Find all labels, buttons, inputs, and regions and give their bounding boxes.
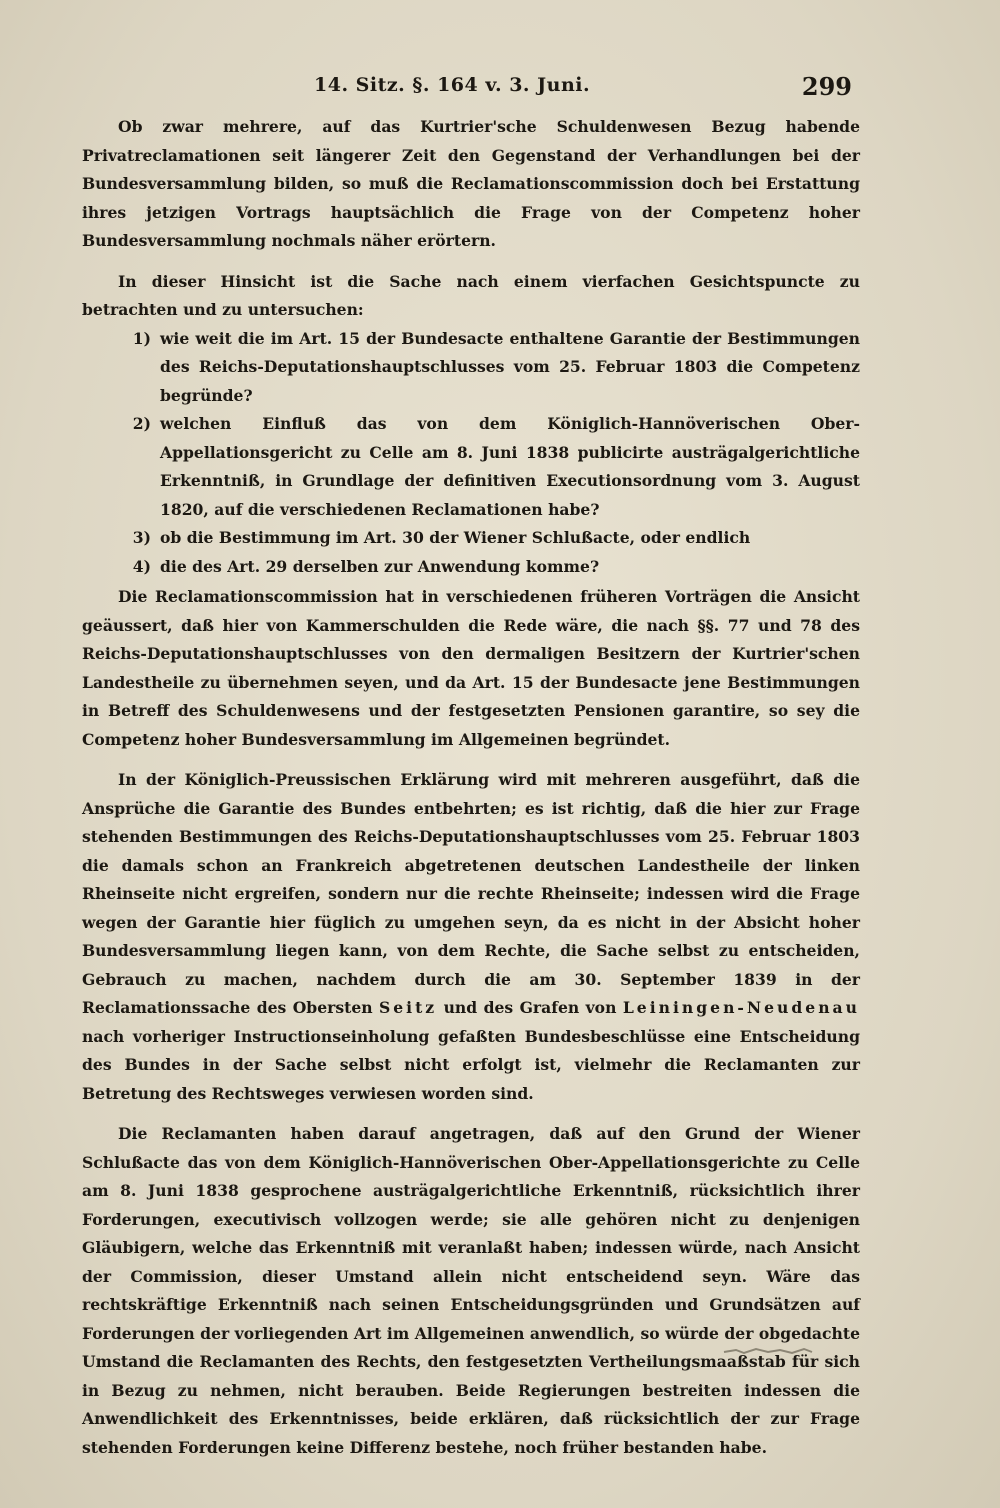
list-item-text: die des Art. 29 derselben zur Anwendung komme? xyxy=(160,556,600,576)
paragraph-4-text-a: In der Königlich-Preussischen Erklärung wird mit mehreren ausgeführt, daß die Ansprüche die Garantie des Bundes entbehrten; es ist richtig, daß die hier zur Frage stehenden Bestimmungen des Reichs-Deputationshauptschlusses vom 25. Februar 1803 die damals schon an Frankreich abgetretenen deutschen Landestheile der linken Rheinseite nicht ergreifen, sondern nur die rechte Rheinseite; indessen wird die Frage wegen der Garantie hier füglich zu umgehen seyn, da es nicht in der Absicht hoher Bundesversammlung liegen kann, von dem Rechte, die Sache selbst zu entscheiden, Gebrauch zu machen, nachdem durch die am 30. September 1839 in der Reclamationssache des Obersten xyxy=(82,770,860,1017)
list-item xyxy=(82,410,860,524)
body-text xyxy=(82,113,860,1474)
list-item-text: wie weit die im Art. 15 der Bundesacte enthaltene Garantie der Bestimmungen des Reichs-Deputationshauptschlusses vom 25. Februar 1803 die Competenz begründe? xyxy=(160,328,860,405)
list-item-number: 2) xyxy=(132,414,151,433)
list-item-text: welchen Einfluß das von dem Königlich-Hannöverischen Ober-Appellationsgericht zu Celle am 8. Juni 1838 publicirte austrägalgerichtliche Erkenntniß, in Grundlage der definitiven Executionsordnung vom 3. August 1820, auf die verschiedenen Reclamationen habe? xyxy=(160,414,860,519)
paragraph-1: Ob zwar mehrere, auf das Kurtrier'sche Schuldenwesen Bezug habende Privatreclamationen seit längerer Zeit den Gegenstand der Verhandlungen bei der Bundesversammlung bilden, so muß die Reclamationscommission doch bei Erstattung ihres jetzigen Vortrags hauptsächlich die Frage von der Competenz hoher Bundesversammlung nochmals näher erörtern. xyxy=(82,117,860,250)
paragraph-4 xyxy=(82,766,860,1108)
running-head: 14. Sitz. §. 164 v. 3. Juni. xyxy=(314,74,591,96)
list-item xyxy=(82,524,860,553)
person-name-seitz: Seitz xyxy=(379,998,438,1017)
ink-smudge-mark xyxy=(722,1346,814,1356)
page-number: 299 xyxy=(801,72,852,101)
person-name-leiningen: Leiningen-Neudenau xyxy=(622,998,861,1017)
list-item-number: 3) xyxy=(132,528,151,547)
page-header xyxy=(82,74,852,104)
list-item xyxy=(82,553,860,582)
paragraph-5: Die Reclamanten haben darauf angetragen, daß auf den Grund der Wiener Schlußacte das von dem Königlich-Hannöverischen Ober-Appellationsgerichte zu Celle am 8. Juni 1838 gesprochene austrägalgerichtliche Erkenntniß, rücksichtlich ihrer Forderungen, executivisch vollzogen werde; sie alle gehören nicht zu denjenigen Gläubigern, welche das Erkenntniß mit veranlaßt haben; indessen würde, nach Ansicht der Commission, dieser Umstand allein nicht entscheidend seyn. Wäre das rechtskräftige Erkenntniß nach seinen Entscheidungsgründen und Grundsätzen auf Forderungen der vorliegenden Art im Allgemeinen anwendlich, so würde der obgedachte Umstand die Reclamanten des Rechts, den festgesetzten Vertheilungsmaaßstab für sich in Bezug zu nehmen, nicht berauben. Beide Regierungen bestreiten indessen die Anwendlichkeit des Erkenntnisses, beide erklären, daß rücksichtlich der zur Frage stehenden Forderungen keine Differenz bestehe, noch früher bestanden habe. xyxy=(82,1124,860,1457)
paragraph-3: Die Reclamationscommission hat in verschiedenen früheren Vorträgen die Ansicht geäussert, daß hier von Kammerschulden die Rede wäre, die nach §§. 77 und 78 des Reichs-Deputationshauptschlusses von den dermaligen Besitzern der Kurtrier'schen Landestheile zu übernehmen seyen, und da Art. 15 der Bundesacte jene Bestimmungen in Betreff des Schuldenwesens und der festgesetzten Pensionen garantire, so sey die Competenz hoher Bundesversammlung im Allgemeinen begründet. xyxy=(82,587,860,749)
question-list xyxy=(82,325,860,582)
list-item-number: 4) xyxy=(132,556,151,576)
list-item xyxy=(82,325,860,411)
paragraph-4-text-b: und des Grafen von xyxy=(443,998,617,1017)
list-item-number: 1) xyxy=(132,328,151,348)
paragraph-4-text-c: nach vorheriger Instructionseinholung gefaßten Bundesbeschlüsse eine Entscheidung des Bundes in der Sache selbst nicht erfolgt ist, vielmehr die Reclamanten zur Betretung des Rechtsweges verwiesen worden sind. xyxy=(82,1026,860,1103)
list-item-text: ob die Bestimmung im Art. 30 der Wiener Schlußacte, oder endlich xyxy=(160,528,751,547)
paragraph-2: In dieser Hinsicht ist die Sache nach einem vierfachen Gesichtspuncte zu betrachten und zu untersuchen: xyxy=(82,271,860,319)
